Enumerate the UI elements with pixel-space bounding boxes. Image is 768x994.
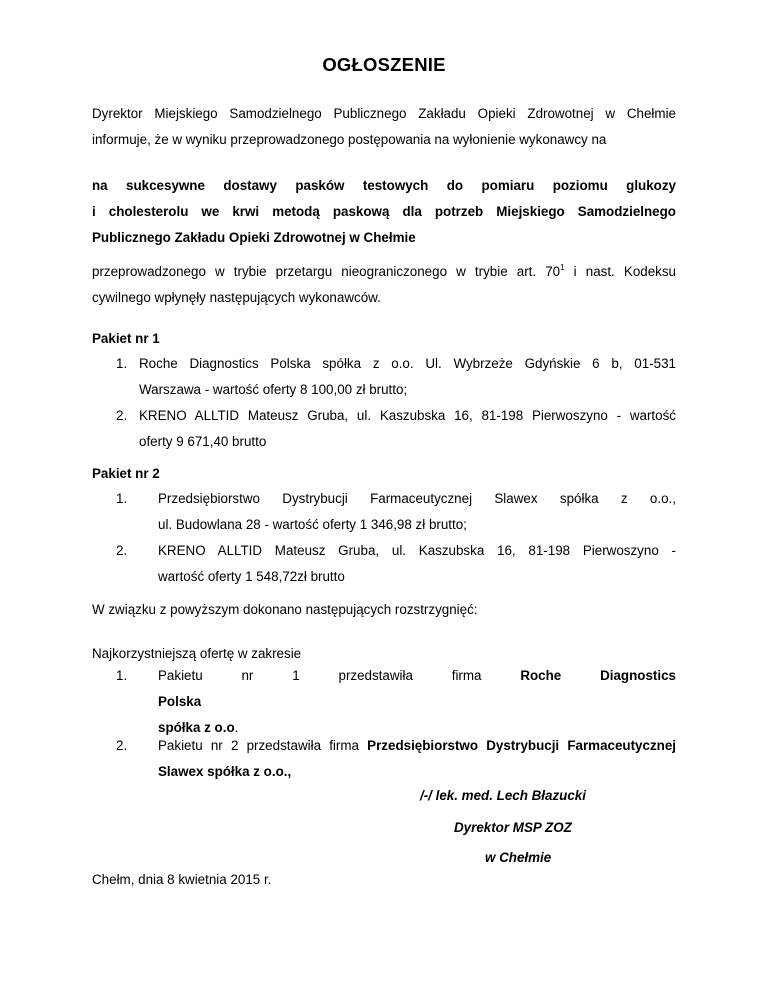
pakiet-2-item-1-line-1: Przedsiębiorstwo Dystrybucji Farmaceutycznej Slawex spółka z o.o., — [158, 491, 676, 506]
subject-line-1: na sukcesywne dostawy pasków testowych do pomiaru poziomu glukozy — [92, 178, 676, 193]
procedure-paragraph — [92, 259, 676, 311]
best-offer-item-2-number: 2. — [116, 738, 128, 753]
pakiet-2-item-2-number: 2. — [116, 543, 128, 558]
subject-line-2: i cholesterolu we krwi metodą paskową dla potrzeb Miejskiego Samodzielnego — [92, 204, 676, 219]
procedure-line-1-b: i nast. Kodeksu — [564, 264, 676, 279]
pakiet-1-item-1-line-1: Roche Diagnostics Polska spółka z o.o. Ul. Wybrzeże Gdyńskie 6 b, 01-531 — [139, 356, 676, 371]
pakiet-2-item-1-line-2: ul. Budowlana 28 - wartość oferty 1 346,98 zł brutto; — [158, 517, 467, 532]
subject-line-3: Publicznego Zakładu Opieki Zdrowotnej w Chełmie — [92, 230, 416, 245]
best-offer-item-1-tail: . — [234, 720, 239, 735]
best-offer-item-2-line-1 — [158, 733, 676, 759]
pakiet-2-item-2-line-1: KRENO ALLTID Mateusz Gruba, ul. Kaszubska 16, 81-198 Pierwoszyno - — [158, 543, 676, 558]
signature-title: Dyrektor MSP ZOZ — [454, 820, 572, 835]
pakiet-2-heading: Pakiet nr 2 — [92, 466, 160, 481]
intro-line-2: informuje, że w wyniku przeprowadzonego postępowania na wyłonienie wykonawcy na — [92, 132, 607, 147]
best-offer-item-1-number: 1. — [116, 668, 128, 683]
best-offer-item-1-company-cont: spółka z o.o — [158, 720, 235, 735]
procedure-line-1-a: przeprowadzonego w trybie przetargu nieograniczonego w trybie art. 70 — [92, 264, 561, 279]
resolution-text: W związku z powyższym dokonano następujących rozstrzygnięć: — [92, 602, 478, 617]
document-title: OGŁOSZENIE — [322, 54, 446, 75]
pakiet-2-item-1 — [158, 486, 676, 538]
best-offer-item-1-text: Pakietu nr 1 przedstawiła firma — [158, 668, 482, 683]
procedure-line-2: cywilnego wpłynęły następujących wykonawców. — [92, 290, 381, 305]
signature-name: /-/ lek. med. Lech Błazucki — [420, 788, 586, 803]
pakiet-1-item-2-line-1: KRENO ALLTID Mateusz Gruba, ul. Kaszubska 16, 81-198 Pierwoszyno - wartość — [139, 408, 676, 423]
pakiet-2-item-2-line-2: wartość oferty 1 548,72zł brutto — [158, 569, 345, 584]
pakiet-1-item-2 — [139, 403, 676, 455]
best-offer-heading: Najkorzystniejszą ofertę w zakresie — [92, 646, 302, 661]
intro-line-1: Dyrektor Miejskiego Samodzielnego Publicznego Zakładu Opieki Zdrowotnej w Chełmie — [92, 106, 676, 121]
best-offer-item-2-text: Pakietu nr 2 przedstawiła firma — [158, 738, 368, 753]
procedure-line-1 — [92, 259, 676, 285]
pakiet-1-item-2-number: 2. — [116, 408, 128, 423]
best-offer-item-2-company: Przedsiębiorstwo Dystrybucji Farmaceutycznej — [367, 738, 676, 753]
intro-paragraph — [92, 101, 676, 153]
pakiet-1-item-2-line-2: oferty 9 671,40 brutto — [139, 434, 267, 449]
best-offer-item-1-company: Roche Diagnostics Polska — [158, 668, 676, 709]
pakiet-1-item-1 — [139, 351, 676, 403]
best-offer-item-2 — [158, 733, 676, 785]
signature-place: w Chełmie — [485, 850, 552, 865]
pakiet-1-heading: Pakiet nr 1 — [92, 331, 160, 346]
pakiet-1-item-1-number: 1. — [116, 356, 128, 371]
subject-paragraph — [92, 173, 676, 251]
best-offer-item-1 — [158, 663, 676, 741]
best-offer-item-2-company-cont: Slawex spółka z o.o., — [158, 764, 292, 779]
pakiet-1-item-1-line-2: Warszawa - wartość oferty 8 100,00 zł brutto; — [139, 382, 408, 397]
best-offer-item-1-line-1 — [158, 663, 676, 715]
pakiet-2-item-2 — [158, 538, 676, 590]
pakiet-2-item-1-number: 1. — [116, 491, 128, 506]
document-date: Chełm, dnia 8 kwietnia 2015 r. — [92, 872, 272, 887]
article-superscript: 1 — [560, 263, 565, 272]
